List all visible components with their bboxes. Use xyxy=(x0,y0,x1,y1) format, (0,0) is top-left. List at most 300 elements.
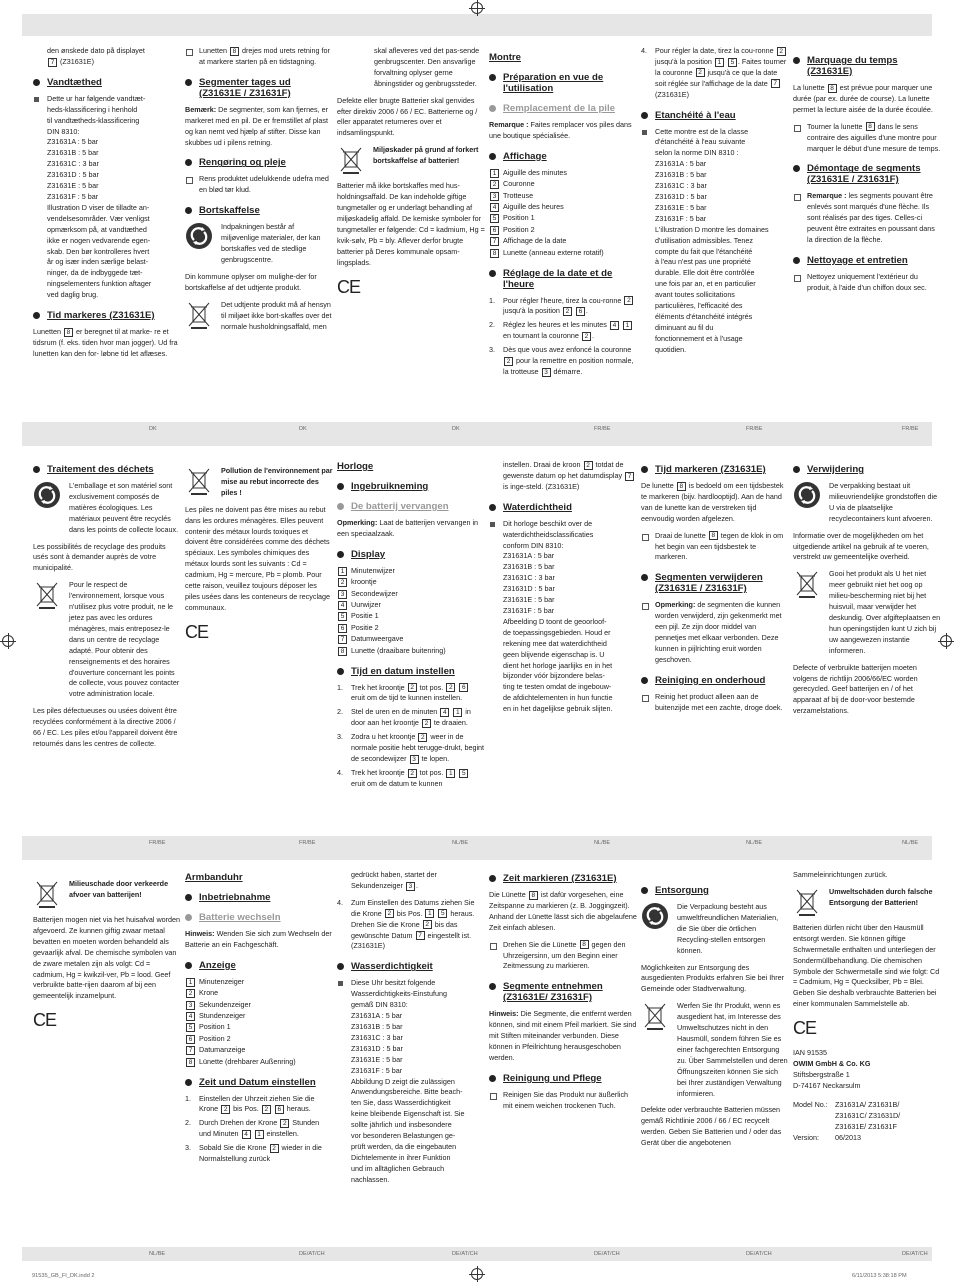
text-line: til vandtætheds-klassificering xyxy=(47,115,140,125)
paragraph: Tourner la lunette 8 dans le sens contraire des aiguilles d'une montre pour marquer le début d'une mesure de temps. xyxy=(793,122,941,155)
warning-text: Pollution de l'environnement par mise au rebut incorrecte des piles ! xyxy=(221,466,333,497)
steps-list xyxy=(489,296,637,378)
heading-affichage: Affichage xyxy=(503,151,637,162)
step-number: 1. xyxy=(489,295,495,305)
region-code: NL/BE xyxy=(594,840,611,846)
slug-left: 91535_GB_FI_DK.indd 2 xyxy=(32,1273,95,1279)
heading-entsorgung: Entsorgung xyxy=(655,885,789,896)
legend-label: Aiguille des heures xyxy=(503,202,564,212)
step-item xyxy=(337,898,485,953)
heading-segmenten: Segmenten verwijderen (Z31631E / Z31631F) xyxy=(655,572,789,594)
step-text: Pour régler la date, tirez la cou-ronne 2 jusqu'à la position 1 5 . Faites tourner la couronne 2 jusqu'à ce que la date soit réglée sur l'affichage de la date 7 (Z31631E) xyxy=(655,46,787,99)
region-code: DK xyxy=(149,426,157,432)
text-line: Z31631C : 3 bar xyxy=(503,573,555,583)
text-line: éléments d'étanchéité intégrés xyxy=(655,311,753,321)
step-text: Trek het kroontje 2 tot pos. 2 6 eruit om de tijd te kunnen instellen. xyxy=(351,683,469,703)
step-number: 3. xyxy=(185,1143,191,1153)
heading-batterij: De batterij vervangen xyxy=(351,501,485,512)
paragraph: Indpakningen består af miljøvenlige materialer, der kan bortskaffes ved de stedlige genbrugscentre. xyxy=(221,222,321,264)
legend-number: 7 xyxy=(338,635,347,644)
text-line: opmærksom på, at vandtæthed xyxy=(47,224,147,234)
text-line: quotidien. xyxy=(655,344,687,354)
text-line: Dichtelemente in ihrer Funktion xyxy=(351,1152,451,1162)
legend-number: 7 xyxy=(186,1046,195,1055)
legend-label: Position 1 xyxy=(503,213,535,223)
paragraph: gedrückt haben, startet der Sekundenzeiger 3 . xyxy=(351,870,437,890)
step-item xyxy=(489,345,637,378)
legend-number: 8 xyxy=(338,647,347,656)
paragraph: Remarque : Faites remplacer vos piles dans une boutique spécialisée. xyxy=(489,120,632,140)
step-item xyxy=(337,683,485,705)
column-nl-1 xyxy=(337,455,485,796)
legend-label: Position 2 xyxy=(199,1033,231,1043)
legend-number: 3 xyxy=(338,590,347,599)
heading-anzeige: Anzeige xyxy=(199,960,333,971)
legend-number: 7 xyxy=(490,237,499,246)
step-number: 4. xyxy=(337,767,343,777)
crossed-bin-pb-icon xyxy=(33,879,61,909)
step-item xyxy=(337,732,485,765)
legend-label: Positie 1 xyxy=(351,611,379,621)
paragraph xyxy=(337,978,485,1185)
legend-label: Stundenzeiger xyxy=(199,1011,246,1021)
model-label: Model No.: xyxy=(793,1099,828,1109)
step-text: Einstellen der Uhrzeit ziehen Sie die Krone 2 bis Pos. 2 6 heraus. xyxy=(199,1093,315,1114)
text-line: Z31631E : 5 bar xyxy=(47,181,99,191)
step-text: Sobald Sie die Krone 2 wieder in die Normalstellung zurück xyxy=(199,1143,322,1164)
column-nl-3 xyxy=(641,455,789,720)
paragraph: Nettoyez uniquement l'extérieur du produit, à l'aide d'un chiffon doux sec. xyxy=(793,272,941,294)
region-code: NL/BE xyxy=(149,1251,166,1257)
paragraph: Pour le respect de l'environnement, lorsque vous n'utilisez plus votre produit, ne le jetez pas avec les ordures ménagères, mais entreposez-le dans un centre de recyclage adapté. Pour obtenir des renseignements et des horaires d'ouverture concernant les points de collecte, vous pouvez contacter votre administration locale. xyxy=(69,580,180,699)
model-line: Z31631E/ Z31631F xyxy=(835,1121,897,1131)
paragraph: Sammeleinrichtungen zurück. xyxy=(793,870,888,879)
region-code: NL/BE xyxy=(902,840,919,846)
text-line: ved daglig brug. xyxy=(47,290,99,300)
recycle-icon xyxy=(185,222,213,250)
text-line: Z31631B : 5 bar xyxy=(655,170,707,180)
legend-label: Krone xyxy=(199,988,219,998)
legend-number: 5 xyxy=(186,1023,195,1032)
column-dk-3 xyxy=(337,46,485,305)
registration-mark-top xyxy=(471,2,483,14)
ce-mark: CE xyxy=(185,621,209,642)
text-line: dient het horloge jaarlijks en in het xyxy=(503,660,613,670)
text-line: avant toutes sollicitations xyxy=(655,290,735,300)
column-fr-2 xyxy=(641,46,789,362)
version-label: Version: xyxy=(793,1132,819,1142)
text-line: compte du fait que l'étanchéité xyxy=(655,246,753,256)
legend-item xyxy=(337,600,485,611)
legend-label: Aiguille des minutes xyxy=(503,167,567,177)
model-line: Z31631A/ Z31631B/ xyxy=(835,1099,900,1109)
text-line: Cette montre est de la classe xyxy=(655,126,749,136)
text-line: und im alltäglichen Gebrauch xyxy=(351,1163,445,1173)
legend-item xyxy=(489,202,637,213)
legend-number: 8 xyxy=(490,249,499,258)
heading-remplacement: Remplacement de la pile xyxy=(503,103,637,114)
text-line: d'étanchéité à l'eau suivante xyxy=(655,137,746,147)
heading-armbanduhr: Armbanduhr xyxy=(185,872,243,883)
text-line: Z31631F : 5 bar xyxy=(47,191,99,201)
registration-mark-bottom xyxy=(471,1268,483,1280)
text-line: Z31631B : 5 bar xyxy=(47,148,99,158)
step-number: 4. xyxy=(641,46,647,55)
step-text: Réglez les heures et les minutes 4 1 en tournant la couronne 2 . xyxy=(503,320,633,340)
paragraph: Werfen Sie Ihr Produkt, wenn es ausgedient hat, im Interesse des Umweltschutzes nicht in den Hausmüll, sondern führen Sie es einer fachgerechten Entsorgung zu. Über Sammelstellen und deren Öffnungszeiten können Sie sich bei Ihrer zuständigen Verwaltung informieren. xyxy=(677,1001,788,1098)
ce-mark: CE xyxy=(793,1018,817,1039)
region-code: NL/BE xyxy=(452,840,469,846)
paragraph: Remarque : les segments pouvant être enlevés sont marqués d'une flèche. Ils sont réalisés par des tiges. Celles-ci peuvent être extraites en poussant dans la direction de la flèche. xyxy=(793,191,941,246)
column-nl-4 xyxy=(793,455,941,723)
text-line: rekening mee dat waterdichtheid xyxy=(503,638,607,648)
paragraph: Hinweis: Die Segmente, die entfernt werden können, sind mit einem Pfeil markiert. Sie sind mit Stiften miteinander verbunden. Diese können in Pfeilrichtung herausgeschoben werden. xyxy=(489,1009,637,1062)
text-line: Z31631C : 3 bar xyxy=(655,181,707,191)
legend-label: Secondewijzer xyxy=(351,588,398,598)
legend-list xyxy=(489,168,637,259)
paragraph: Hinweis: Wenden Sie sich zum Wechseln der Batterie an ein Fachgeschäft. xyxy=(185,929,332,949)
legend-item xyxy=(185,1034,333,1045)
region-code: DK xyxy=(452,426,460,432)
legend-item xyxy=(337,611,485,622)
column-fr-3 xyxy=(793,46,941,300)
paragraph: Drehen Sie die Lünette 8 gegen den Uhrzeigersinn, um den Beginn einer Zeitmessung zu markieren. xyxy=(489,940,637,973)
region-code: DE/AT/CH xyxy=(299,1251,325,1257)
text-line: Z31631F : 5 bar xyxy=(655,213,707,223)
heading-batterie: Batterie wechseln xyxy=(199,912,333,923)
step-item xyxy=(489,296,637,318)
text-line: Anwendungsbereiche. Bitte beach- xyxy=(351,1087,463,1097)
step-item xyxy=(185,1118,333,1140)
paragraph: Batterien dürfen nicht über den Hausmüll entsorgt werden. Sie können giftige Schwermetalle enthalten und unterliegen der Sondermüllbehandlung. Die chemischen Symbole der Schwermetalle sind wie folgt: Cd = Cadmium, Hg = Quecksilber, Pb = Blei. Geben Sie deshalb verbrauchte Batterien bei einer kommunalen Sammelstelle ab. xyxy=(793,922,940,1009)
heading-reglage: Réglage de la date et de l'heure xyxy=(503,268,637,290)
text-line: Z31631C : 3 bar xyxy=(47,159,99,169)
text-line: skab. Den bør kontrolleres hvert xyxy=(47,246,150,256)
text-line: Wasserdichtigkeits-Einstufung xyxy=(351,989,448,999)
crossed-bin-icon xyxy=(793,569,821,599)
legend-number: 3 xyxy=(490,192,499,201)
slug-right: 6/11/2013 5:38:18 PM xyxy=(852,1273,907,1279)
steps-list xyxy=(185,1094,333,1165)
text-line: fonctionnement et à l'usage xyxy=(655,333,743,343)
column-nl-2 xyxy=(489,460,637,721)
column-dk-2 xyxy=(185,46,333,338)
legend-item xyxy=(185,977,333,988)
text-line: Z31631D : 5 bar xyxy=(655,191,707,201)
legend-number: 1 xyxy=(490,169,499,178)
paragraph: Gooi het produkt als U het niet meer gebruikt niet het oog op milieu-bescherming niet bij het huisvuil, maar verwijder het deskundig. Over afgifteplaatsen en hun openingstijden kunt U zich bij uw aangewezen instantie informeren. xyxy=(829,569,941,655)
column-de-5 xyxy=(793,870,941,1143)
crossed-bin-icon xyxy=(33,580,61,610)
legend-item xyxy=(337,646,485,657)
paragraph: Die Lünette 8 ist dafür vorgesehen, eine Zeitspanne zu markieren (z. B. Joggingzeit). Anhand der Lünette lässt sich die abgelaufene Zeit einfach ablesen. xyxy=(489,890,637,932)
text-line: Z31631E : 5 bar xyxy=(655,202,707,212)
text-line: particulières, l'efficacité des xyxy=(655,301,743,311)
recycle-icon xyxy=(641,902,669,930)
text-line: ten Sie, dass Wasserdichtigkeit xyxy=(351,1098,451,1108)
paragraph: La lunette 8 est prévue pour marquer une durée (par ex. durée de course). La lunette permet la lecture aisée de la durée écoulée. xyxy=(793,83,933,114)
text-line: Z31631A : 5 bar xyxy=(503,551,555,561)
region-code: DE/AT/CH xyxy=(746,1251,772,1257)
heading-demontage: Démontage de segments (Z31631E / Z31631F) xyxy=(807,163,941,185)
step-number: 3. xyxy=(337,732,343,742)
paragraph: Batterier må ikke bortskaffes med hus-holdningsaffald. De kan indeholde giftige tungmetaller og er underlagt behandling af miljøskadelig affald. De kemiske symboler for tungmetaller er følgende: Cd = kadmium, Hg = kvik-sølv, Pb = bly. Aflever derfor brugte batterier på Deres kommunale opsam-lingsplads. xyxy=(337,181,485,267)
step-text: Pour régler l'heure, tirez la cou-ronne 2 jusqu'à la position 2 6 . xyxy=(503,296,634,316)
text-line: bijzonder vóór bijzondere belas- xyxy=(503,671,605,681)
text-line: Diese Uhr besitzt folgende xyxy=(351,978,436,988)
step-number: 1. xyxy=(185,1093,191,1103)
step-number: 3. xyxy=(489,345,495,355)
text-line: år og især inden særlige belast- xyxy=(47,257,149,267)
text-line: Afbeelding D toont de geoorloof- xyxy=(503,616,607,626)
heading-display: Display xyxy=(351,549,485,560)
legend-number: 4 xyxy=(186,1012,195,1021)
step-item xyxy=(185,1143,333,1165)
legend-item xyxy=(185,988,333,999)
legend-item xyxy=(185,1011,333,1022)
legend-number: 8 xyxy=(186,1058,195,1067)
heading-montre: Montre xyxy=(489,52,521,63)
step-number: 2. xyxy=(489,320,495,330)
heading-etancheite: Etanchéité à l'eau xyxy=(655,110,789,121)
text-line: L'illustration D montre les domaines xyxy=(655,224,769,234)
text-line: waterdichtheidsclassificaties xyxy=(503,529,594,539)
recycle-icon xyxy=(793,481,821,509)
legend-item xyxy=(489,225,637,236)
heading-rengoering: Rengøring og pleje xyxy=(199,157,333,168)
heading-vandtaethed: Vandtæthed xyxy=(47,77,181,88)
text-line: keine bleibende Eigenschaft ist. Sie xyxy=(351,1109,465,1119)
paragraph: Informatie over de mogelijkheden om het uitgediende artikel na gebruik af te voeren, verstrekt uw gemeentelijke overheid. xyxy=(793,530,929,562)
text-line: Z31631B : 5 bar xyxy=(351,1021,403,1031)
region-code: DE/AT/CH xyxy=(594,1251,620,1257)
paragraph xyxy=(489,519,637,715)
column-dk-1 xyxy=(33,46,181,366)
registration-mark-right xyxy=(940,635,952,647)
step-number: 1. xyxy=(337,682,343,692)
column-fr-1 xyxy=(489,46,637,384)
legend-label: Position 1 xyxy=(199,1022,231,1032)
region-code: FR/BE xyxy=(746,426,763,432)
column-de-1 xyxy=(185,866,333,1171)
paragraph: Opmerking: de segmenten die kunnen worden verwijderd, zijn gekenmerkt met een pijl. Ze zijn door middel van pennetjes met elkaar verbonden. Deze kunnen in pijlrichting eruit worden geschoven. xyxy=(641,600,789,665)
legend-label: Lünette (drehbarer Außenring) xyxy=(199,1056,296,1066)
paragraph: Die Verpackung besteht aus umweltfreundlichen Materialien, die Sie über die örtlichen Recycling-stellen entsorgen können. xyxy=(677,902,779,955)
heading-marquage: Marquage du temps (Z31631E) xyxy=(807,55,941,77)
text-line: vor besonderen Belastungen ge- xyxy=(351,1131,456,1141)
text-line: Z31631A : 5 bar xyxy=(655,159,707,169)
paragraph: Lunetten 8 er beregnet til at marke- re et tidsrum (f. eks. tiden hvor man jogger). Ud fra lunetten kan den for- løbne tid let aflæses. xyxy=(33,327,178,358)
heading-traitement: Traitement des déchets xyxy=(47,464,181,475)
legend-item xyxy=(489,191,637,202)
crossed-bin-icon xyxy=(185,300,213,330)
paragraph: Opmerking: Laat de batterijen vervangen in een speciaalzaak. xyxy=(337,518,479,538)
heading-preparation: Préparation en vue de l'utilisation xyxy=(503,72,637,94)
top-band xyxy=(22,14,932,36)
heading-horloge: Horloge xyxy=(337,461,374,472)
legend-label: Couronne xyxy=(503,179,535,189)
heading-wasserdichtigkeit: Wasserdichtigkeit xyxy=(351,961,485,972)
paragraph: Reinigen Sie das Produkt nur äußerlich mit einem weichen trockenen Tuch. xyxy=(489,1090,637,1112)
text-line: une fois par an, et en particulier xyxy=(655,279,756,289)
steps-list xyxy=(337,898,485,953)
region-code: FR/BE xyxy=(594,426,611,432)
heading-tijd-markeren: Tijd markeren (Z31631E) xyxy=(655,464,789,475)
heading-zeit-datum: Zeit und Datum einstellen xyxy=(199,1077,333,1088)
legend-item xyxy=(337,623,485,634)
step-text: Stel de uren en de minuten 4 1 in door aan het kroontje 2 te draaien. xyxy=(351,707,471,728)
heading-reinigung: Reinigung und Pflege xyxy=(503,1073,637,1084)
text-line: de afdichtelementen in hun functie xyxy=(503,693,613,703)
steps-list xyxy=(641,46,789,101)
paragraph: Les possibilités de recyclage des produits usés sont à demander auprès de votre municipalité. xyxy=(33,541,166,573)
legend-list xyxy=(185,977,333,1068)
heading-tid-markeres: Tid markeres (Z31631E) xyxy=(47,310,181,321)
legend-item xyxy=(489,179,637,190)
text-line: ningselementers funktion aftager xyxy=(47,279,152,289)
region-code: DE/AT/CH xyxy=(902,1251,928,1257)
paragraph: skal afleveres ved det pas-sende genbrugscenter. Den ansvarlige forvaltning oplyser gerne åbningstider og genbrugssteder. xyxy=(374,46,480,88)
heading-bortskaffelse: Bortskaffelse xyxy=(199,205,333,216)
legend-item xyxy=(337,566,485,577)
text-line: de toepassingsgebieden. Houd er xyxy=(503,627,611,637)
text-line: heds-klassificering i henhold xyxy=(47,104,138,114)
text-line: geen blijvende eigenschap is. U xyxy=(503,649,605,659)
paragraph: Defekte eller brugte Batterier skal genvides efter direktiv 2006 / 66 / EC. Batterierne og / eller apparatet returneres over et indsamlingspunkt. xyxy=(337,95,478,138)
step-text: Zum Einstellen des Datums ziehen Sie die Krone 2 bis Pos. 1 5 heraus. Drehen Sie die Krone 2 bis das gewünschte Datum 7 eingestellt ist. (Z31631E) xyxy=(351,897,475,951)
text-line: ting te testen omdat de ingebouw- xyxy=(503,682,612,692)
paragraph: Draai de lunette 8 tegen de klok in om het begin van een tijdsbestek te markeren. xyxy=(641,531,789,564)
step-text: Durch Drehen der Krone 2 Stunden und Minuten 4 1 einstellen. xyxy=(199,1118,320,1139)
legend-item xyxy=(489,248,637,259)
column-de-2 xyxy=(337,870,485,1192)
step-text: Zodra u het kroontje 2 weer in de normale positie hebt terugge-drukt, begint de secondewijzer 3 te lopen. xyxy=(351,732,485,763)
legend-list xyxy=(337,566,485,657)
registration-mark-left xyxy=(2,635,14,647)
legend-item xyxy=(337,577,485,588)
region-code: NL/BE xyxy=(746,840,763,846)
legend-label: Affichage de la date xyxy=(503,236,567,246)
text-line: conform DIN 8310: xyxy=(503,540,564,550)
legend-item xyxy=(185,1000,333,1011)
column-nl-5 xyxy=(33,873,181,1038)
warning-text: Milieuschade door verkeerde afvoer van batterijen! xyxy=(69,879,169,899)
legend-number: 6 xyxy=(338,624,347,633)
column-fr-4 xyxy=(33,455,181,756)
legend-number: 3 xyxy=(186,1001,195,1010)
legend-number: 6 xyxy=(490,226,499,235)
paragraph: Bemærk: De segmenter, som kan fjernes, er markeret med en pil. De er fremstillet af plast og kan nemt ved hjælp af stifter. Disse kan skubbes ud i pilens retning. xyxy=(185,104,329,147)
text-line: Z31631E : 5 bar xyxy=(503,595,555,605)
text-line: vendelsesområder. Vær venligst xyxy=(47,213,150,223)
legend-number: 4 xyxy=(338,601,347,610)
legend-label: Minutenwijzer xyxy=(351,565,395,575)
legend-number: 6 xyxy=(186,1035,195,1044)
text-line: Z31631D : 5 bar xyxy=(503,584,555,594)
text-line: Z31631F : 5 bar xyxy=(503,605,555,615)
column-fr-5 xyxy=(185,460,333,650)
step-item xyxy=(489,320,637,342)
legend-item xyxy=(489,168,637,179)
version-value: 06/2013 xyxy=(835,1132,861,1142)
heading-inbetriebnahme: Inbetriebnahme xyxy=(199,892,333,903)
heading-reiniging: Reiniging en onderhoud xyxy=(655,675,789,686)
paragraph: Reinig het product alleen aan de buitenzijde met een zachte, droge doek. xyxy=(641,692,789,714)
heading-verwijdering: Verwijdering xyxy=(807,464,941,475)
legend-number: 5 xyxy=(338,612,347,621)
crossed-bin-pb-icon xyxy=(185,466,213,496)
ce-mark: CE xyxy=(337,276,361,297)
text-line: Z31631C : 3 bar xyxy=(351,1032,403,1042)
text-line: Dit horloge beschikt over de xyxy=(503,518,593,528)
text-line: nachlassen. xyxy=(351,1174,390,1184)
text-line: Abbildung D zeigt die zulässigen xyxy=(351,1076,455,1086)
paragraph xyxy=(641,127,789,356)
text-line: Z31631E : 5 bar xyxy=(351,1054,403,1064)
paragraph: De lunette 8 is bedoeld om een tijdsbestek te markeren (bijv. hardlooptijd). Aan de hand van de lunette kan de verstreken tijd eenvoudig worden afgelezen. xyxy=(641,481,784,523)
legend-label: Sekundenzeiger xyxy=(199,999,251,1009)
legend-number: 1 xyxy=(186,978,195,987)
step-item xyxy=(641,46,789,101)
region-code: DE/AT/CH xyxy=(452,1251,478,1257)
text-line: à l'eau n'est pas une propriété xyxy=(655,257,751,267)
step-item xyxy=(337,707,485,729)
paragraph: Batterijen mogen niet via het huisafval worden afgevoerd. Ze kunnen giftig zwaar metaal bevatten en moeten worden behandeld als gevaarlijk afval. De chemische symbolen van de zware metalen zijn als volgt: Cd = cadmium, Hg = kwikzil-ver, Pb = lood. Geef verbruikte batte-rijen daarom af bij een gemeentelijk inzamelpunt. xyxy=(33,915,181,1001)
legend-item xyxy=(185,1045,333,1056)
paragraph: Rens produktet udelukkende udefra med en blød tør klud. xyxy=(185,174,333,196)
heading-waterdichtheid: Waterdichtheid xyxy=(503,502,637,513)
text-line: Z31631A : 5 bar xyxy=(351,1011,403,1021)
text-line: Illustration D viser de tilladte an- xyxy=(47,202,150,212)
step-number: 4. xyxy=(337,897,343,907)
step-number: 2. xyxy=(185,1118,191,1128)
legend-item xyxy=(185,1057,333,1068)
text-line: prüft werden, da die eingebauten xyxy=(351,1141,457,1151)
paragraph: Det udtjente produkt må af hensyn til miljøet ikke bort-skaffes over det normale husholdningsaffald, men xyxy=(221,299,332,331)
legend-item xyxy=(337,634,485,645)
legend-item xyxy=(489,213,637,224)
step-number: 2. xyxy=(337,707,343,717)
recycle-icon xyxy=(33,481,61,509)
text-line: ninger, da de indbyggede tæt- xyxy=(47,268,143,278)
heading-tijd-datum: Tijd en datum instellen xyxy=(351,666,485,677)
paragraph: De verpakking bestaat uit milieuvriendelijke grondstoffen die U via de plaatselijke recyclecontainers kunt afvoeren. xyxy=(829,481,938,523)
text-line: Z31631F : 5 bar xyxy=(351,1065,403,1075)
company-name: OWIM GmbH & Co. KG xyxy=(793,1059,871,1069)
paragraph: Les piles défectueuses ou usées doivent être recyclées conformément à la directive 2006 / 66 / EC. Les piles et/ou l'appareil doivent être retournés dans les centres de collecte. xyxy=(33,706,178,748)
city: D-74167 Neckarsulm xyxy=(793,1080,861,1090)
region-code: DK xyxy=(299,426,307,432)
legend-label: Position 2 xyxy=(503,224,535,234)
text-line: en in het dagelijkse gebruik slijten. xyxy=(503,704,613,714)
text-line: DIN 8310: xyxy=(47,126,80,136)
model-line: Z31631C/ Z31631D/ xyxy=(835,1110,901,1120)
paragraph: Les piles ne doivent pas être mises au rebut dans les ordures ménagères. Elles peuvent contenir des métaux lourds toxiques et doivent être considérées comme des déchets spéciaux. Les symboles chimiques des métaux lourds sont les suivants : Cd = cadmium, Hg = mercure, Pb = plomb. Pour cette raison, veuillez toujours déposer les piles usées dans les conteneurs de recyclage communaux. xyxy=(185,504,331,612)
ce-mark: CE xyxy=(33,1010,57,1031)
heading-segmente: Segmente entnehmen (Z31631E/ Z31631F) xyxy=(503,981,637,1003)
warning-text: Umweltschäden durch falsche Entsorgung der Batterien! xyxy=(829,886,933,907)
text-line: durable. Elle doit être contrôlée xyxy=(655,268,755,278)
column-de-4 xyxy=(641,876,789,1155)
text-line: d'utilisation admissibles. Tenez xyxy=(655,235,753,245)
region-code: FR/BE xyxy=(299,840,316,846)
heading-zeit-markieren: Zeit markieren (Z31631E) xyxy=(503,873,637,884)
legend-label: Uurwijzer xyxy=(351,600,381,610)
legend-number: 2 xyxy=(490,180,499,189)
legend-label: Trotteuse xyxy=(503,190,534,200)
paragraph: Defecte of verbruikte batterijen moeten volgens de richtlijn 2006/66/EC worden gerecycled. Geef batterijen en / of het apparaat af bij de door-voor bestemde verzamelstations. xyxy=(793,662,918,716)
crossed-bin-pb-icon xyxy=(793,887,821,917)
